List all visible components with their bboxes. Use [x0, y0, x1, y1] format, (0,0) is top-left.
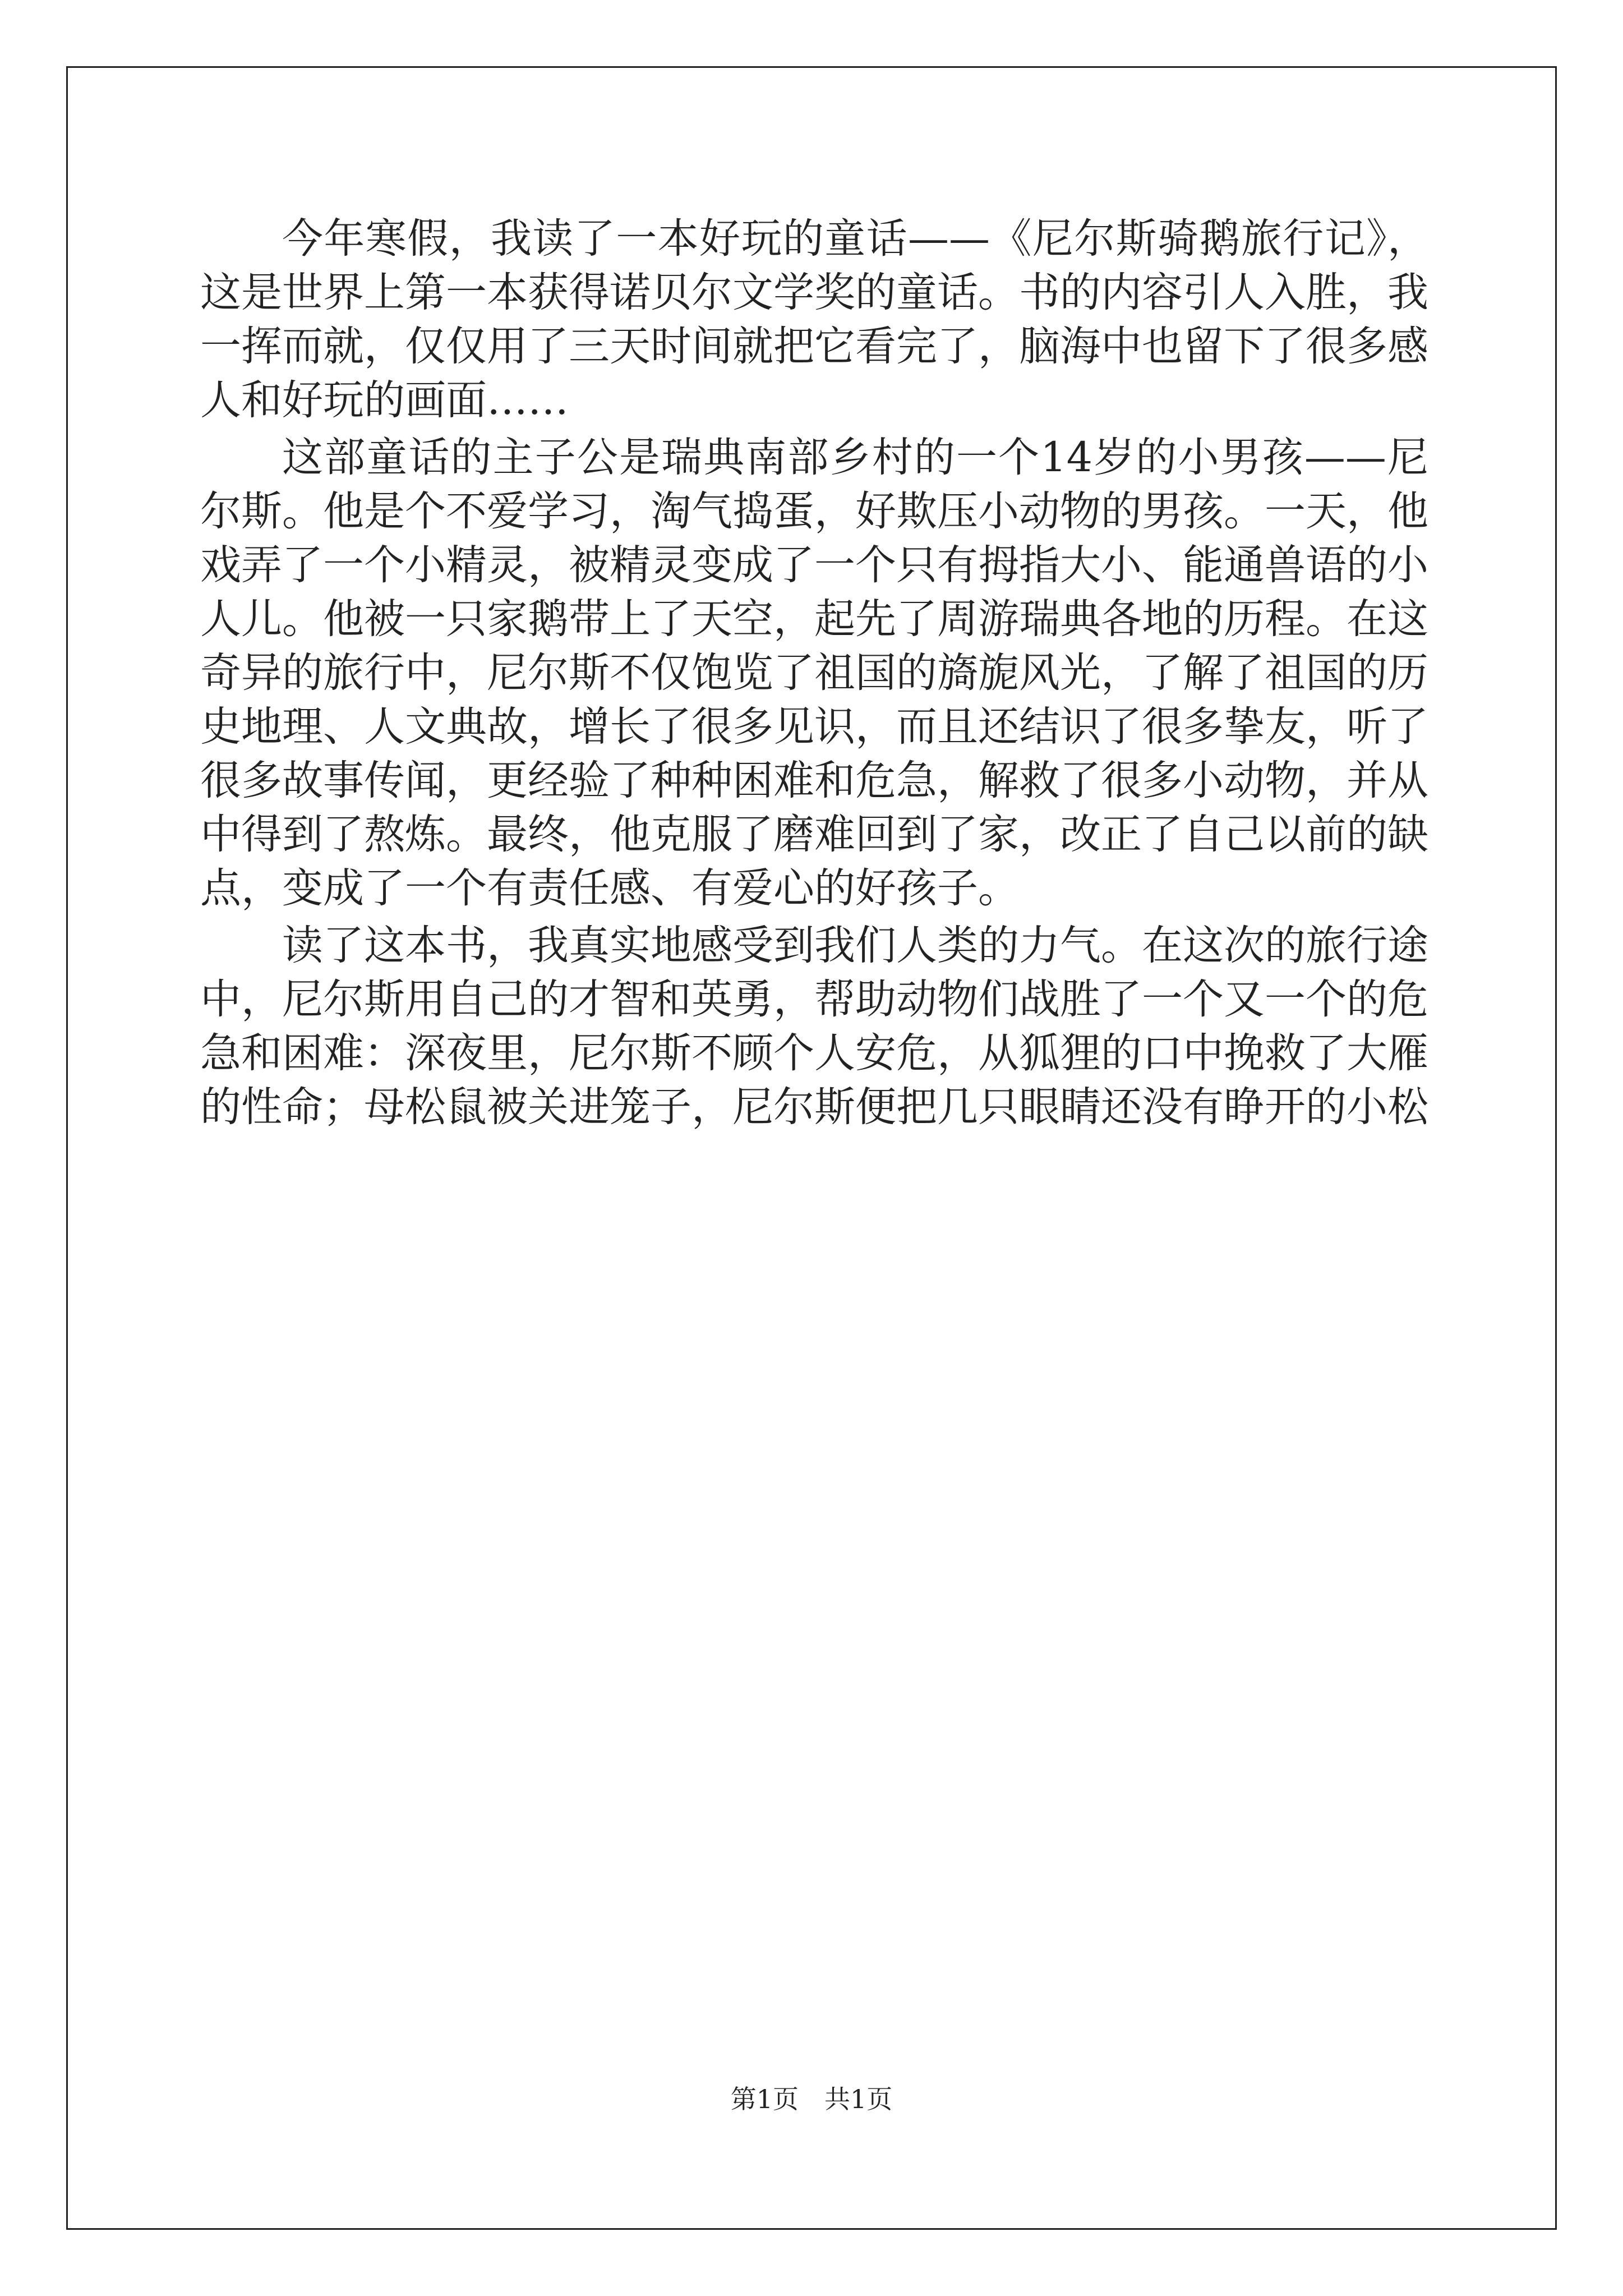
paragraph-1: 今年寒假，我读了一本好玩的童话——《尼尔斯骑鹅旅行记》，这是世界上第一本获得诺贝尔文学奖的童话。书的内容引人入胜，我一挥而就，仅仅用了三天时间就把它看完了，脑海中也留下了很多感人和好玩的画面…… — [200, 215, 1428, 424]
page-total: 共1页 — [824, 2084, 893, 2114]
document-body — [200, 212, 1428, 1134]
page-number: 第1页 — [730, 2084, 799, 2114]
page-footer — [0, 2082, 1623, 2116]
paragraph-2: 这部童话的主子公是瑞典南部乡村的一个14岁的小男孩——尼尔斯。他是个不爱学习，淘气捣蛋，好欺压小动物的男孩。一天，他戏弄了一个小精灵，被精灵变成了一个只有拇指大小、能通兽语的小人儿。他被一只家鹅带上了天空，起先了周游瑞典各地的历程。在这奇异的旅行中，尼尔斯不仅饱览了祖国的旖旎风光，了解了祖国的历史地理、人文典故，增长了很多见识，而且还结识了很多挚友，听了很多故事传闻，更经验了种种困难和危急，解救了很多小动物，并从中得到了熬炼。最终，他克服了磨难回到了家，改正了自己以前的缺点，变成了一个有责任感、有爱心的好孩子。 — [200, 434, 1428, 912]
paragraph-3: 读了这本书，我真实地感受到我们人类的力气。在这次的旅行途中，尼尔斯用自己的才智和英勇，帮助动物们战胜了一个又一个的危急和困难：深夜里，尼尔斯不顾个人安危，从狐狸的口中挽救了大雁的性命；母松鼠被关进笼子，尼尔斯便把几只眼睛还没有睁开的小松 — [200, 922, 1428, 1131]
